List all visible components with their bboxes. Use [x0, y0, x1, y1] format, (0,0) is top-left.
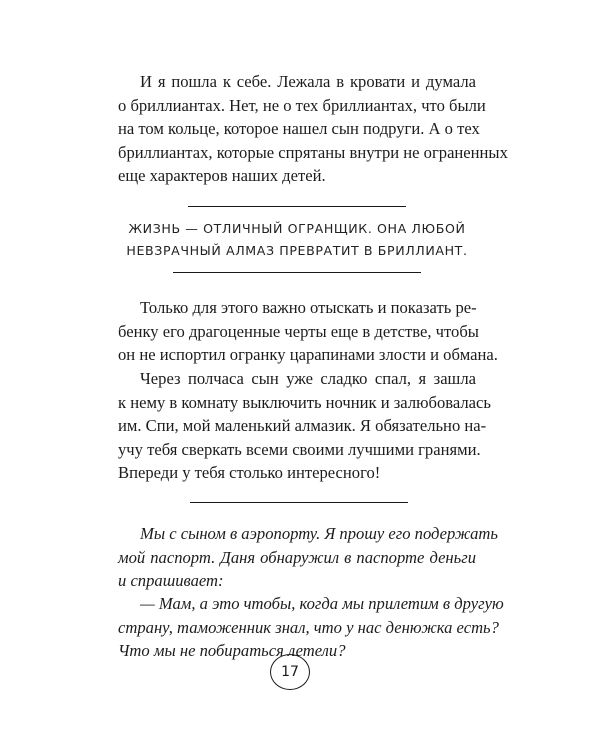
- text-line: бриллиантах, которые спрятаны внутри не ограненных: [118, 142, 508, 162]
- pull-quote: [118, 200, 476, 280]
- quote-text: [118, 218, 476, 262]
- quote-line-1: ЖИЗНЬ — ОТЛИЧНЫЙ ОГРАНЩИК. ОНА ЛЮБОЙ: [128, 221, 466, 236]
- text-line: Через полчаса сын уже сладко спал, я зашла: [140, 369, 476, 388]
- paragraph-5: [118, 592, 504, 663]
- text-line: мой паспорт. Даня обнаружил в паспорте деньги: [118, 547, 476, 567]
- text-line: им. Спи, мой маленький алмазик. Я обязательно на-: [118, 416, 487, 435]
- quote-divider-top: [188, 206, 406, 207]
- text-line: Только для этого важно отыскать и показать ре-: [140, 298, 477, 317]
- page-number-text: 17: [281, 664, 299, 680]
- paragraph-4: [118, 522, 498, 593]
- text-line: к нему в комнату выключить ночник и залюбовалась: [118, 392, 491, 412]
- text-line: страну, таможенник знал, что у нас денюжка есть?: [118, 617, 499, 637]
- text-line: учу тебя сверкать всеми своими лучшими гранями.: [118, 439, 481, 459]
- text-line: Что мы не побираться летели?: [118, 641, 346, 660]
- quote-divider-bottom: [173, 272, 421, 273]
- page-number: [270, 654, 310, 690]
- text-line: еще характеров наших детей.: [118, 166, 326, 185]
- text-line: — Мам, а это чтобы, когда мы прилетим в другую: [140, 594, 504, 613]
- text-line: и спрашивает:: [118, 571, 224, 590]
- text-line: на том кольце, которое нашел сын подруги. А о тех: [118, 119, 480, 138]
- text-line: Мы с сыном в аэропорту. Я прошу его подержать: [140, 524, 498, 543]
- quote-line-2: НЕВЗРАЧНЫЙ АЛМАЗ ПРЕВРАТИТ В БРИЛЛИАНТ.: [126, 243, 468, 258]
- paragraph-2: [118, 296, 498, 367]
- paragraph-1: [118, 70, 508, 188]
- text-line: бенку его драгоценные черты еще в детстве, чтобы: [118, 321, 479, 341]
- section-divider: [190, 502, 408, 503]
- text-line: он не испортил огранку царапинами злости и обмана.: [118, 345, 498, 364]
- paragraph-3: [118, 367, 491, 485]
- text-line: Впереди у тебя столько интересного!: [118, 463, 381, 482]
- text-line: И я пошла к себе. Лежала в кровати и думала: [140, 72, 476, 91]
- text-line: о бриллиантах. Нет, не о тех бриллиантах, что были: [118, 95, 486, 115]
